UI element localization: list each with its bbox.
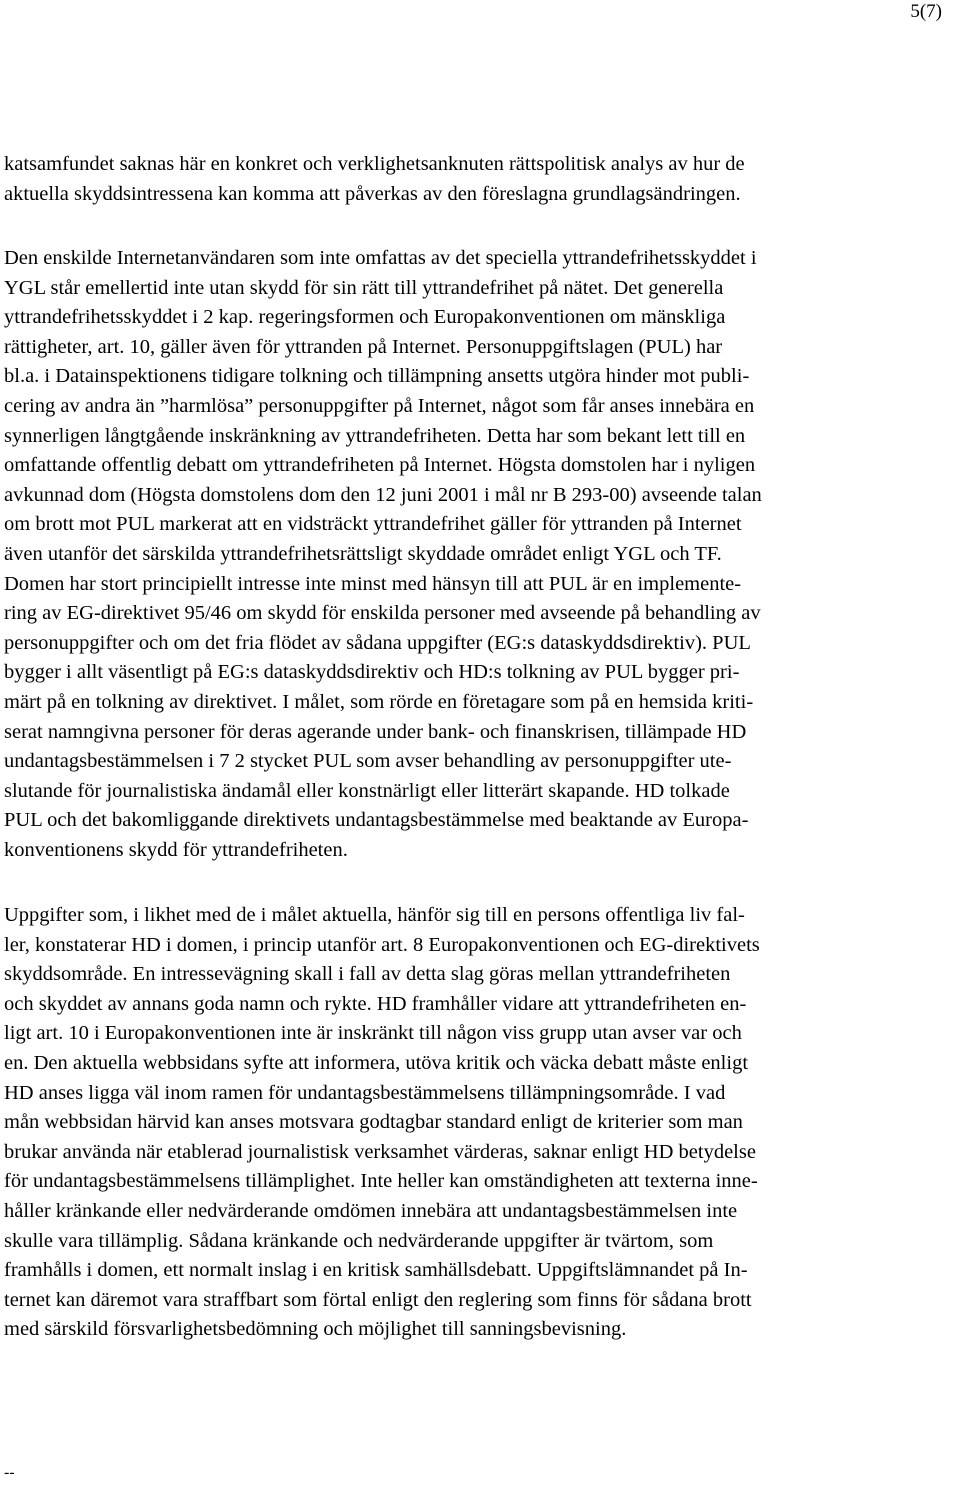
text-line: HD anses ligga väl inom ramen för undantagsbestämmelsens tillämpningsområde. I vad — [4, 1081, 726, 1104]
paragraph-1 — [4, 150, 956, 209]
footer-mark: -- — [4, 1464, 15, 1481]
text-line: en. Den aktuella webbsidans syfte att informera, utöva kritik och väcka debatt måste enligt — [4, 1051, 749, 1074]
text-line: håller kränkande eller nedvärderande omdömen innebära att undantagsbestämmelsen inte — [4, 1199, 738, 1222]
text-line: skulle vara tillämplig. Sådana kränkande och nedvärderande uppgifter är tvärtom, som — [4, 1229, 714, 1252]
text-line: YGL står emellertid inte utan skydd för sin rätt till yttrandefrihet på nätet. Det generella — [4, 276, 724, 299]
paragraph-2 — [4, 244, 956, 865]
text-line: omfattande offentlig debatt om yttrandefriheten på Internet. Högsta domstolen har i nyligen — [4, 454, 756, 477]
text-line: Domen har stort principiellt intresse inte minst med hänsyn till att PUL är en implemente- — [4, 572, 742, 595]
text-line: Den enskilde Internetanvändaren som inte omfattas av det speciella yttrandefrihetsskyddet i — [4, 247, 757, 269]
paragraph-3 — [4, 901, 956, 1345]
text-line: ligt art. 10 i Europakonventionen inte är inskränkt till någon viss grupp utan avser var och — [4, 1022, 742, 1045]
text-line: PUL och det bakomliggande direktivets undantagsbestämmelse med beaktande av Europa- — [4, 809, 749, 832]
text-line: ler, konstaterar HD i domen, i princip utanför art. 8 Europakonventionen och EG-direktivets — [4, 933, 760, 956]
text-line: rättigheter, art. 10, gäller även för yttranden på Internet. Personuppgiftslagen (PUL) har — [4, 335, 723, 358]
text-line: framhålls i domen, ett normalt inslag i en kritisk samhällsdebatt. Uppgiftslämnandet på In- — [4, 1259, 748, 1282]
text-line: även utanför det särskilda yttrandefrihetsrättsligt skyddade området enligt YGL och TF. — [4, 542, 722, 565]
text-line: ring av EG-direktivet 95/46 om skydd för enskilda personer med avseende på behandling av — [4, 602, 761, 625]
text-line: för undantagsbestämmelsens tillämplighet. Inte heller kan omständigheten att texterna inne- — [4, 1170, 758, 1193]
text-line: konventionens skydd för yttrandefriheten. — [4, 838, 348, 861]
text-line: cering av andra än ”harmlösa” personuppgifter på Internet, något som får anses innebära en — [4, 394, 755, 417]
text-line: bl.a. i Datainspektionens tidigare tolkning och tillämpning ansetts utgöra hinder mot publi- — [4, 365, 750, 388]
text-line: serat namngivna personer för deras agerande under bank- och finanskrisen, tillämpade HD — [4, 720, 747, 743]
text-line: med särskild försvarlighetsbedömning och möjlighet till sanningsbevisning. — [4, 1318, 627, 1341]
text-line: märt på en tolkning av direktivet. I målet, som rörde en företagare som på en hemsida kriti- — [4, 690, 754, 713]
text-line: om brott mot PUL markerat att en vidsträckt yttrandefrihet gäller för yttranden på Internet — [4, 513, 742, 536]
text-line: yttrandefrihetsskyddet i 2 kap. regeringsformen och Europakonventionen om mänskliga — [4, 306, 726, 329]
text-line: aktuella skyddsintressena kan komma att påverkas av den föreslagna grundlagsändringen. — [4, 182, 741, 205]
text-line: och skyddet av annans goda namn och rykte. HD framhåller vidare att yttrandefriheten en- — [4, 992, 747, 1015]
text-line: Uppgifter som, i likhet med de i målet aktuella, hänför sig till en persons offentliga liv fal- — [4, 904, 745, 926]
text-line: personuppgifter och om det fria flödet av sådana uppgifter (EG:s dataskyddsdirektiv). PUL — [4, 631, 751, 654]
text-line: avkunnad dom (Högsta domstolens dom den 12 juni 2001 i mål nr B 293-00) avseende talan — [4, 483, 762, 506]
text-line: slutande för journalistiska ändamål eller konstnärligt eller litterärt skapande. HD tolkade — [4, 779, 730, 802]
text-line: katsamfundet saknas här en konkret och verklighetsanknuten rättspolitisk analys av hur de — [4, 153, 745, 175]
text-line: bygger i allt väsentligt på EG:s dataskyddsdirektiv och HD:s tolkning av PUL bygger pri- — [4, 661, 740, 684]
text-line: brukar använda när etablerad journalistisk verksamhet värderas, saknar enligt HD betydelse — [4, 1140, 756, 1163]
text-line: skyddsområde. En intressevägning skall i fall av detta slag göras mellan yttrandefriheten — [4, 963, 731, 986]
text-line: undantagsbestämmelsen i 7 2 stycket PUL som avser behandling av personuppgifter ute- — [4, 750, 732, 773]
text-line: synnerligen långtgående inskränkning av yttrandefriheten. Detta har som bekant lett till en — [4, 424, 746, 447]
text-line: ternet kan däremot vara straffbart som förtal enligt den reglering som finns för sådana brott — [4, 1288, 752, 1311]
page-number: 5(7) — [910, 1, 942, 22]
text-line: mån webbsidan härvid kan anses motsvara godtagbar standard enligt de kriterier som man — [4, 1111, 743, 1134]
